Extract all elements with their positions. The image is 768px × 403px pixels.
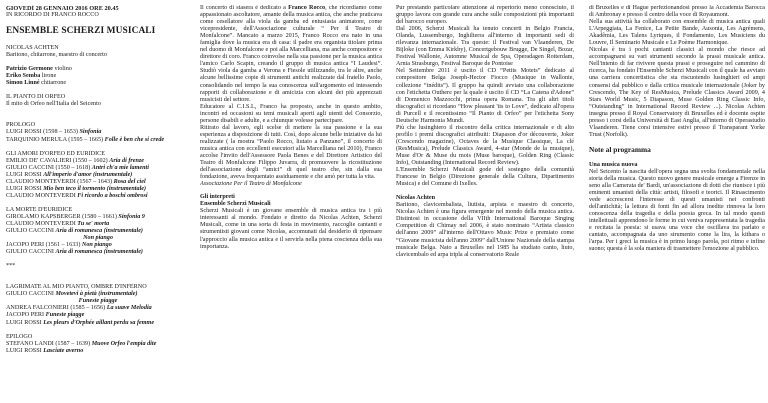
notes-title: Note al programma [589, 144, 651, 154]
bio-paragraph: L'Ensemble Scherzi Musicali gode del sostegno della comunità Francese in Belgio (Direzione generale della Cultura, Dipartimento Musica) e del Comune di Ixelles. [396, 167, 574, 188]
program-item: GIULIO CACCINI Aria di romanesca (instrumentale) [6, 249, 143, 256]
program-subtitle: Il mito di Orfeo nell'Italia del Seicento [6, 101, 101, 108]
bio-paragraph: Più che lusinghiero il riscontro della critica internazionale e di alto profilo i premi discografici attribuiti: Diapason d'or découverte, Joker (Crescendo magazine), Octaves de la Musique Classique, La clé (ResMusica), Prelude Classics Award, 4-star (Monde de la musique), Muse d'Or & Muse du mois (Muse baroque), Golden Ring (Classic Info), Outstanding (International Record Review). [396, 124, 574, 167]
program-item: CLAUDIO MONTEVERDI (1567 – 1643) Rosa del ciel [6, 178, 146, 185]
program-item: JACOPO PERI (1561 – 1633) Non piango [6, 242, 112, 249]
section-title: LA MORTE D'EURIDICE [6, 206, 73, 213]
program-item: STEFANO LANDI (1587 – 1639) Muove Orfeo l'empia dite [6, 340, 157, 347]
performer-role: lirone [41, 73, 57, 80]
program-item: LUIGI ROSSI (1598 – 1653) Sinfonia [6, 129, 102, 136]
performer-line [6, 73, 190, 80]
program-item: CLAUDIO MONTEVERDI Tu se' morta [6, 220, 110, 227]
memorial-line: IN RICORDO DI FRANCO ROCCO [6, 12, 99, 19]
section-title: PROLOGO [6, 122, 36, 129]
program-item: LUIGI ROSSI Les pleurs d'Orphée aillant perdu sa femme [6, 319, 155, 326]
dedication-paragraph: Il concerto di stasera è dedicato a Franco Rocco, che ricordiamo come appassionato ascoltatore, amante della musica antica, che anche praticava come cesellatore alla viola da gamba ed entusiasta animatore, come vicepresidente, dell'Associazione culturale “ Per il Teatro di Monfalcone”. Mancato a marzo 2015, Franco Rocco era nato in una famiglia dove la musica era di casa: il padre era organista titolare prima nel duomo di Monfalcone e poi alla Marcelliana, ma anche compositore e direttore di coro. Franco coinvolse nella sua passione per la musica antica l'amico Carlo Scapin, creando il gruppo di musica antica “I Laudesi”. Studiò viola da gamba a Verona e Fiesole utilizzando, tra le altre, anche alcune bellissime copie di strumenti antichi realizzate dal fratello Paolo, consolidando nel tempo la sua conoscenza sull'argomento ed intessendo rapporti di collaborazione e di amicizia con alcuni dei più apprezzati musicisti del settore. [200, 5, 382, 103]
notes-column [589, 5, 765, 403]
program-item: GIULIO CACCINI Movetevi à pietà (instrumentale) [6, 291, 138, 298]
section-title: GLI AMORI D'ORFEO ED EURIDICE [6, 150, 106, 157]
ensemble-paragraph: Scherzi Musicali è un giovane ensemble di musica antica tra i più interessanti al mondo. Fondato e diretto da Nicolas Achten, Scherzi Musicali, come in una sorta di festa in movimento, raccoglie cantanti e strumentisti giovani come Nicolas, accomunati dal desiderio di ripensare l'approccio alla musica antica e il servirla nella piena coscienza della sua importanza. [200, 208, 382, 250]
program-item: TARQUINIO MERULA (1595 – 1665) Folle è ben che si crede [6, 136, 165, 143]
program-item: GIROLAMO KAPSBERGER (1580 – 1661) Sinfonia 9 [6, 213, 145, 220]
bio-paragraph: di Bruxelles e di Hague perfezionandosi presso la Accademia Barocca di Ambronay e presso il centro della voce di Royaumont. [589, 5, 765, 19]
program-item: CLAUDIO MONTEVERDI Fi ricordo a boschi ombrosi [6, 192, 148, 199]
section-title: EPILOGO [6, 333, 33, 340]
program-title: IL PIANTO DI ORFEO [6, 94, 66, 101]
performer-name: Eriko Semba [6, 73, 41, 80]
concert-date: GIOVEDÌ 28 GENNAIO 2016 ORE 20.45 [6, 5, 119, 12]
ensemble-subtitle: Ensemble Scherzi Musicali [200, 201, 271, 208]
bio-paragraph: Pur prestando particolare attenzione al repertorio meno conosciuto, il gruppo lavora con grande cura anche sulle composizioni più importanti del barocco europeo. [396, 5, 574, 26]
musica-title: Una musica nuova [589, 161, 638, 168]
program-item: LUIGI ROSSI Lasciate averno [6, 347, 84, 354]
bio-paragraph: Baritono, clavicembalista, liutista, arpista e maestro di concerto, Nicolas Achten è una figura emergente nel mondo della musica antica. Distintosi in occasione della VIIth International Baroque Singing Competition di Chimay nel 2006, è stato nominato “Artista classico dell'anno 2009” all'interno dell'Ottavo Music Prize e premiato come “Giovane musicista dell'anno 2009” dall'Unione Nazionale della stampa musicale Belga. Nato a Bruxelles nel 1985 ha studiato canto, liuto, clavicembalo ed arpa tripla al conservatorio Reale [396, 202, 574, 258]
bio-paragraph: Nel Settembre 2011 è uscito il CD “Petits Motets” dedicato al compositore Belga Joseph-Hector Fiocco (Musique in Wallonie, collezione “inédits”). Il gruppo ha quindi avviato una collaborazione con l'etichetta Outhere per la quale è uscito il CD “La Catena d'Adone” di Domenico Mazzocchi, prima opera Romana. Tra gli altri titoli discografici si ricordano “How pleasant 'tis to Love”, dedicato all'opera di Purcell e il recentissimo “Il Pianto di Orfeo” per l'etichetta Sony Deutsche Harmonia Mundi. [396, 68, 574, 124]
section-title: LAGRIMATE AL MIO PIANTO, OMBRE D'INFERNO [6, 284, 147, 291]
biography-column [396, 5, 574, 403]
bio-paragraph: Nella sua attività ha collaborato con ensemble di musica antica quali L'Arpeggiata, La Fenice, La Petite Bande, Ausonia, Les Agrémens, Akadêmia, Les Talens Lyriques, il Fondamento, Les Musiciens du Louvre, Il Seminario Musicale e Le Poème Harmonique. [589, 19, 765, 47]
performer-name: Simon Linné [6, 80, 40, 87]
director-name: NICOLAS ACHTEN [6, 45, 59, 52]
program-item-sub: Funeste piagge [78, 298, 118, 305]
performer-name: Patrizio Germone [6, 66, 53, 73]
program-item: LUIGI ROSSI All'imperio d'amor (instrumentale) [6, 171, 133, 178]
interpreti-title: Gli interpreti [200, 194, 235, 201]
nicolas-title: Nicolas Achten [396, 195, 436, 202]
dedication-paragraph: Educatore al C.I.S.L, Franco ha proposto, anche in questo ambito, incontri ed occasioni su temi musicali aperti agli utenti del Consorzio, persone disabili e adulte, e a chiunque volesse partecipare. [200, 103, 382, 124]
performer-role: chitarrone [41, 80, 67, 87]
program-item: LUIGI ROSSI Mio ben teco il tormento (instrumentale) [6, 185, 147, 192]
program-item: EMILIO DE' CAVALIERI (1550 – 1602) Aria di frenze [6, 157, 145, 164]
program-column [6, 5, 190, 403]
dedication-paragraph: Ritirato dal lavoro, egli scelse di mettere la sua passione e la sua esperienza a disposizione di tutti. Così, dopo alcune belle iniziative da lui realizzate ( la mostra “Paolo Rocco, liutaio a Panzano”, il concerto di musica antica con eccellenti esecutori alla Marcelliana nel 2010), Franco accolse l'invito dell'Assessore Paola Benes e del Direttore Artistico del Teatro di Monfalcone Filippo Juvarra, di promuovere la ricostituzione dell'associazione degli “amici” di quel teatro che, sin dalla sua fondazione, aveva frequentato assiduamente e che amò per tutta la vita. [200, 124, 382, 181]
separator-stars: *** [6, 263, 16, 270]
program-item: JACOPO PERI Funeste piagge [6, 312, 85, 319]
ensemble-title: ENSEMBLE SCHERZI MUSICALI [6, 26, 156, 37]
performer-line [6, 66, 190, 73]
dedication-signature: Associazione Per il Teatro di Monfalcone [200, 181, 302, 188]
bio-paragraph: Dal 2006, Scherzi Musicali ha tenuto concerti in Belgio Francia, Olanda, Lussemburgo, Inghilterra all'interno di importanti sedi di rilevanza internazionale. Tra queste: il Festival van Vlaanderen, De Bijloke (con Emma Kirkby), Concertgebouw Brugge, De Singel, Bozar, Festival Wallonie, Automne Musical de Spa, Operadagen Rotterdam, Arnia Strasburgo, Festival Baroque de Pontoise [396, 26, 574, 68]
notes-paragraph: Nel Seicento la nascita dell'opera segna una svolta fondamentale nella storia della musica. Questo nuovo genere musicale emerge a Firenze in seno alla Camerata de' Bardi, un'associazione di dotti che riunisce i più eminenti umanisti della città: artisti, filosofi e teorici. Il Rinascimento vede accrescersi l'interesse di questi umanisti nei confronti dell'antichità; la lettura di fonti fin ad allora inedite rinnova la loro conoscenza della tragedia e della poesia greca. In tal modo questi intellettuali apprendono le forme in cui veniva rappresentata la tragedia e recitata la poesia: si usava una voce che oscillava tra parlato e cantato, accompagnata da uno strumento come la lira, la kithara o l'arpa. Per i greci la musica è in primo luogo parola, poi ritmo e infine suono; questa è la sola maniera di trasmettere l'emozione al pubblico. [589, 168, 765, 253]
performer-line [6, 80, 190, 87]
performer-role: violino [54, 66, 72, 73]
dedication-column [200, 5, 382, 403]
program-item: GIULIO CACCINI (1550 – 1618) Antri ch'a mie lamenti [6, 164, 149, 171]
director-role: Baritono, chitarrone, maestro di concerto [6, 52, 107, 59]
program-item-sub: Non piango [83, 235, 113, 242]
bio-paragraph: Nicolas è tra i pochi cantanti classici al mondo che riesce ad accompagnarsi su vari strumenti secondo la prassi musicale antica. Nell'intento di far rivivere questa prassi e proseguire nel cammino di ricerca, ha fondato l'Ensemble Scherzi Musicali con il quale ha avviato una carriera concertistica che sta riscuotendo lusinghieri ed ampi consensi dal pubblico e dalla critica musicale internazionale (Joker by Crescendo, The Key of ResMusica, Prelude Classics Award 2009, 4 Stars World Music, 5 Diapason, Muse Golden Ring Classic Info, “Outstanding” in International Record Review ...). Nicolas Achten insegna presso il Royal Conservatory di Bruxelles ed è docente ospite presso i corsi della Università di East Anglia, all'interno di Operastudio Vlaanderen. Tiene corsi intensive estivi presso il Transparant Yorke Trust (Norfolk). [589, 47, 765, 138]
program-item: ANDREA FALCONIERI (1585 – 1656) La suave Melodia [6, 305, 152, 312]
program-item: GIULIO CACCINI Aria di romanesca (instrumentale) [6, 228, 143, 235]
